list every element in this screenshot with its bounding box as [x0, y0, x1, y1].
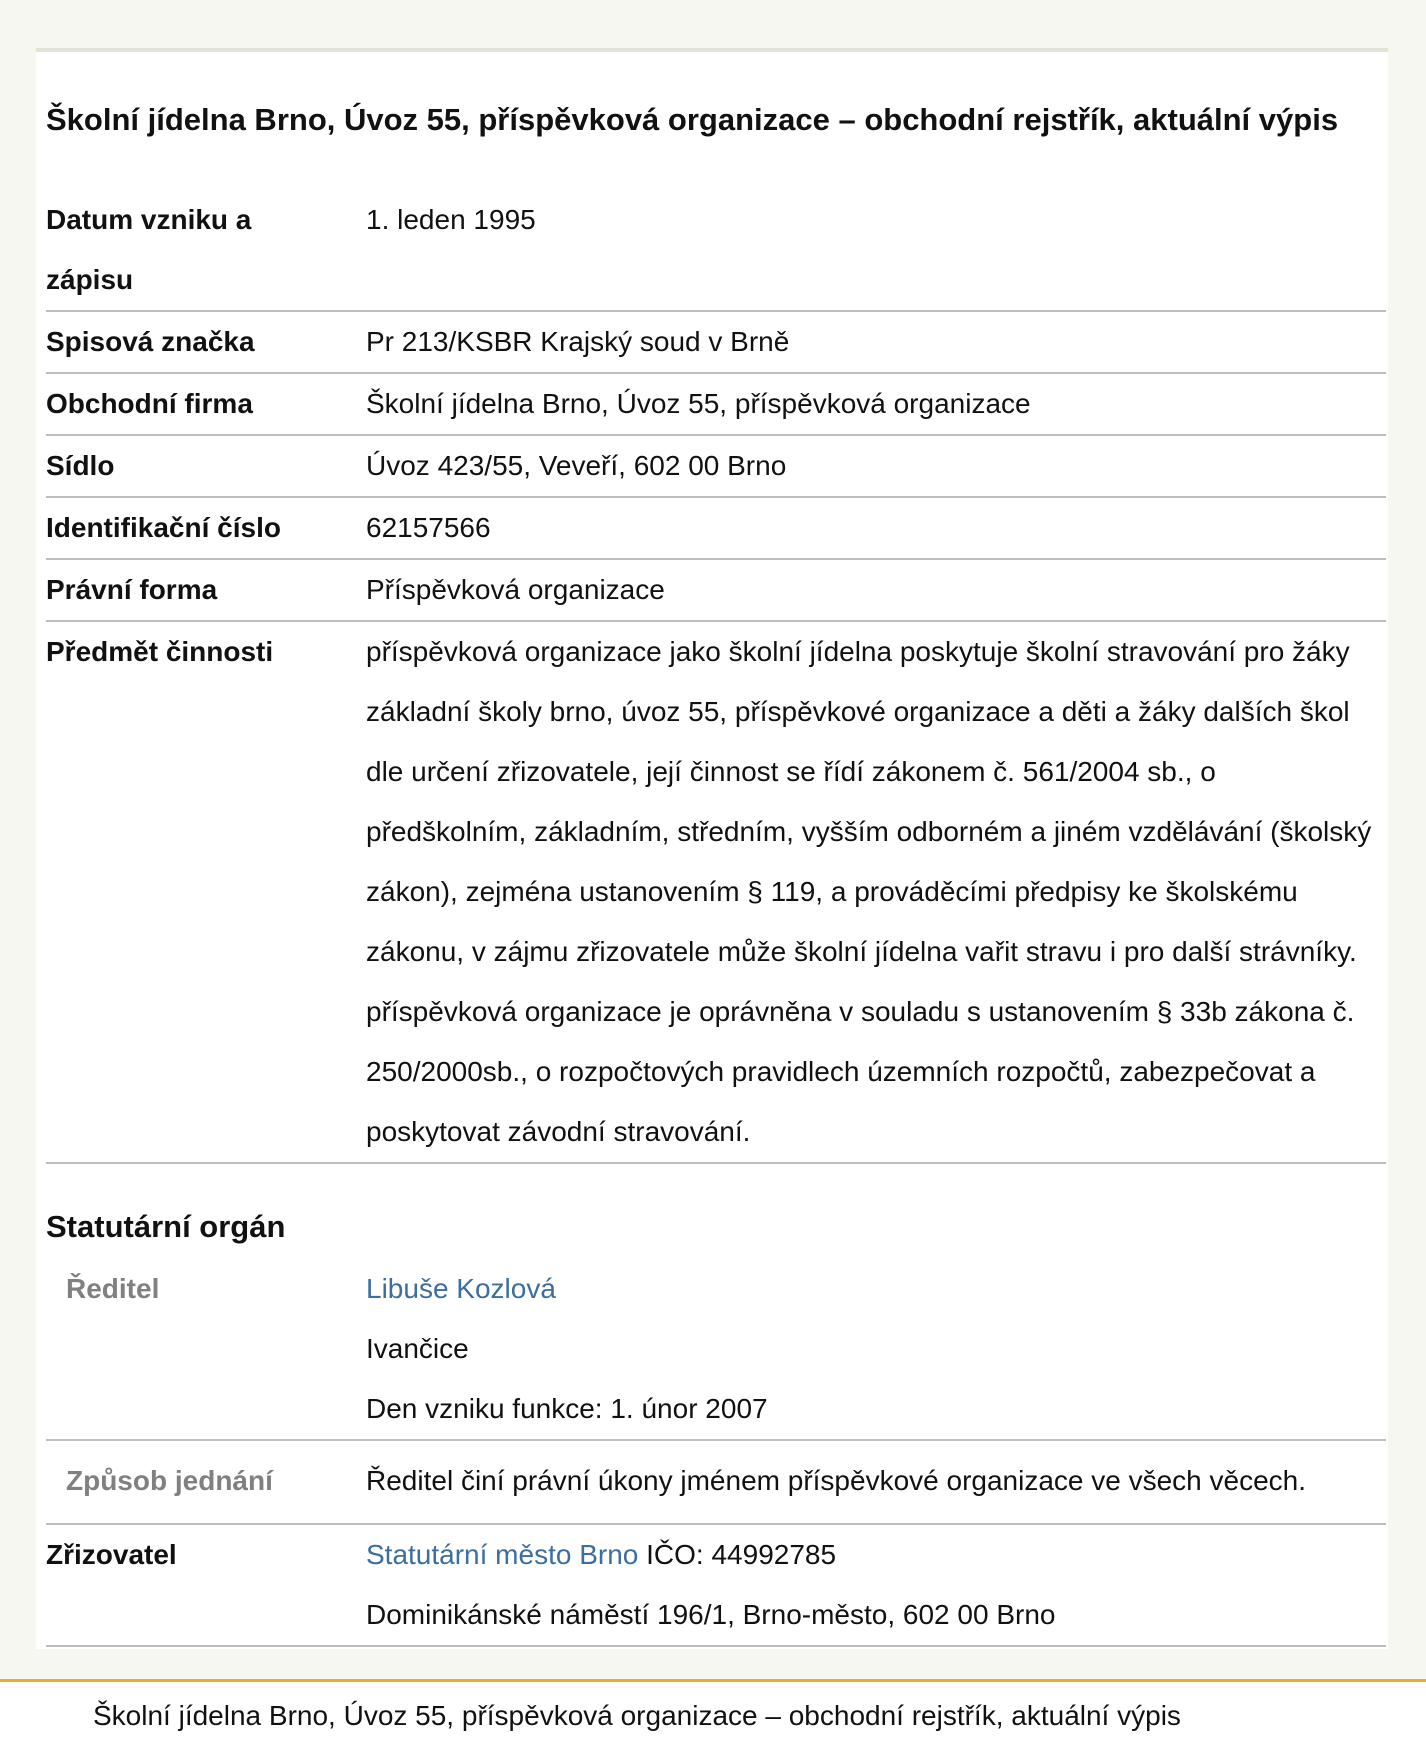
row-founding-date: [46, 190, 1386, 312]
footer-bar: [0, 1679, 1426, 1757]
director-city: Ivančice: [366, 1333, 469, 1364]
page-title: Školní jídelna Brno, Úvoz 55, příspěvková organizace – obchodní rejstřík, aktuální výpis: [46, 102, 1339, 137]
row-value: Pr 213/KSBR Krajský soud v Brně: [366, 326, 790, 357]
director-label: Ředitel: [66, 1273, 160, 1304]
footer-title: Školní jídelna Brno, Úvoz 55, příspěvková organizace – obchodní rejstřík, aktuální výpis: [93, 1700, 1181, 1731]
row-label: Sídlo: [46, 450, 115, 481]
row-label: Předmět činnosti: [46, 636, 274, 667]
row-label: Obchodní firma: [46, 388, 253, 419]
founder-label: Zřizovatel: [46, 1539, 177, 1570]
row-value: 62157566: [366, 512, 491, 543]
conduct-label: Způsob jednání: [66, 1465, 273, 1496]
director-name-link[interactable]: Libuše Kozlová: [366, 1273, 556, 1304]
row-legal-form: [46, 560, 1386, 622]
row-business-name: [46, 374, 1386, 436]
founder-details: [366, 1525, 1386, 1645]
row-value: příspěvková organizace jako školní jídelna poskytuje školní stravování pro žáky základní školy brno, úvoz 55, příspěvkové organizace a děti a žáky dalších škol dle určení zřizovatele, její činnost se řídí zákonem č. 561/2004 sb., o předškolním, základním, středním, vyšším odborném a jiném vzdělávání (školský zákon), zejména ustanovením § 119, a prováděcími předpisy ke školskému zákonu, v zájmu zřizovatele může školní jídelna vařit stravu i pro další strávníky. příspěvková organizace je oprávněna v souladu s ustanovením § 33b zákona č. 250/2000sb., o rozpočtových pravidlech územních rozpočtů, zabezpečovat a poskytovat závodní stravování.: [366, 636, 1372, 1147]
row-label: Spisová značka: [46, 326, 255, 357]
founder-ico: IČO: 44992785: [646, 1539, 837, 1570]
row-label: Datum vzniku a zápisu: [46, 204, 252, 295]
conduct-value: Ředitel činí právní úkony jménem příspěvkové organizace ve všech věcech.: [366, 1465, 1307, 1496]
row-director: [46, 1259, 1386, 1441]
row-label: Identifikační číslo: [46, 512, 281, 543]
register-card: [36, 48, 1388, 1649]
row-conduct: [46, 1441, 1386, 1525]
row-id-number: [46, 498, 1386, 560]
row-value: Úvoz 423/55, Veveří, 602 00 Brno: [366, 450, 787, 481]
row-business-activity: [46, 622, 1386, 1164]
row-value: 1. leden 1995: [366, 204, 536, 235]
row-value: Školní jídelna Brno, Úvoz 55, příspěvková organizace: [366, 388, 1031, 419]
row-registered-office: [46, 436, 1386, 498]
statutory-heading: Statutární orgán: [46, 1209, 286, 1244]
founder-name-link[interactable]: Statutární město Brno: [366, 1539, 639, 1570]
row-label: Právní forma: [46, 574, 218, 605]
row-file-number: [46, 312, 1386, 374]
row-value: Příspěvková organizace: [366, 574, 665, 605]
director-details: [366, 1259, 1386, 1439]
director-since: Den vzniku funkce: 1. únor 2007: [366, 1393, 768, 1424]
founder-address: Dominikánské náměstí 196/1, Brno-město, 602 00 Brno: [366, 1599, 1056, 1630]
row-founder: [46, 1525, 1386, 1647]
